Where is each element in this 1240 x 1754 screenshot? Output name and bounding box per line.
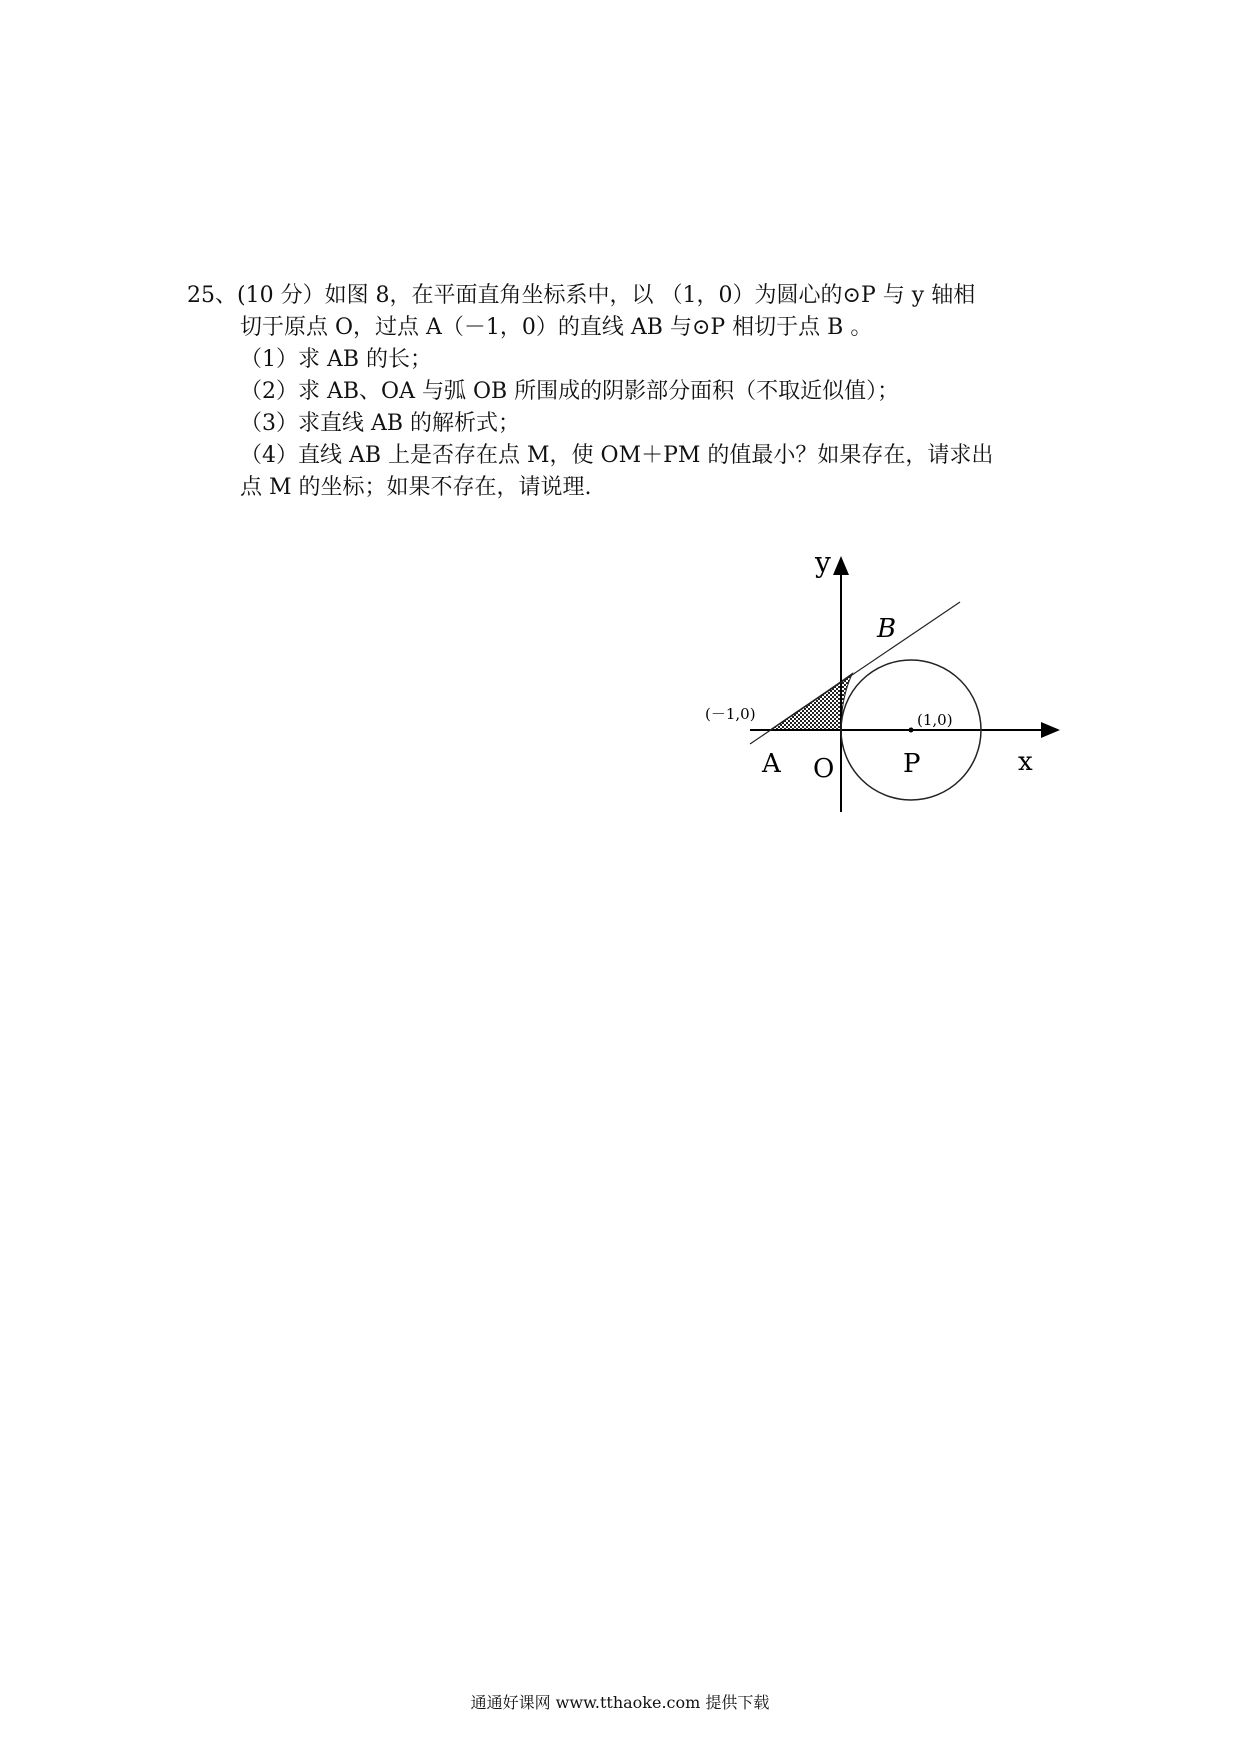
coordinate-diagram: [700, 540, 1070, 820]
axis-label-y: y: [815, 546, 831, 579]
problem-line: 切于原点 O，过点 A（－1，0）的直线 AB 与⊙P 相切于点 B 。: [240, 315, 873, 340]
y-axis-arrow: [833, 556, 849, 575]
coordinate-label-a: (－1,0): [705, 705, 756, 723]
problem-text: [187, 280, 1067, 504]
question-1: （1）求 AB 的长；: [240, 347, 433, 372]
point-label-a: A: [762, 749, 781, 779]
axis-label-x: x: [1018, 747, 1033, 777]
question-2: （2）求 AB、OA 与弧 OB 所围成的阴影部分面积（不取近似值）；: [240, 379, 900, 404]
x-axis-arrow: [1041, 722, 1060, 738]
problem-line: 25、(10 分）如图 8，在平面直角坐标系中，以 （1，0）为圆心的⊙P 与 y 轴相: [187, 283, 976, 308]
point-label-o: O: [813, 754, 835, 784]
point-label-p: P: [903, 749, 921, 779]
coordinate-label-p: (1,0): [917, 711, 953, 729]
point-label-b: B: [877, 614, 897, 644]
footer-credit: 通通好课网 www.tthaoke.com 提供下载: [470, 1693, 770, 1712]
figure-8: [700, 540, 1070, 820]
question-3: （3）求直线 AB 的解析式；: [240, 411, 521, 436]
question-4-continued: 点 M 的坐标；如果不存在，请说理.: [240, 475, 592, 500]
question-4: （4）直线 AB 上是否存在点 M，使 OM＋PM 的值最小？如果存在，请求出: [240, 443, 994, 468]
center-point-p: [909, 728, 914, 733]
